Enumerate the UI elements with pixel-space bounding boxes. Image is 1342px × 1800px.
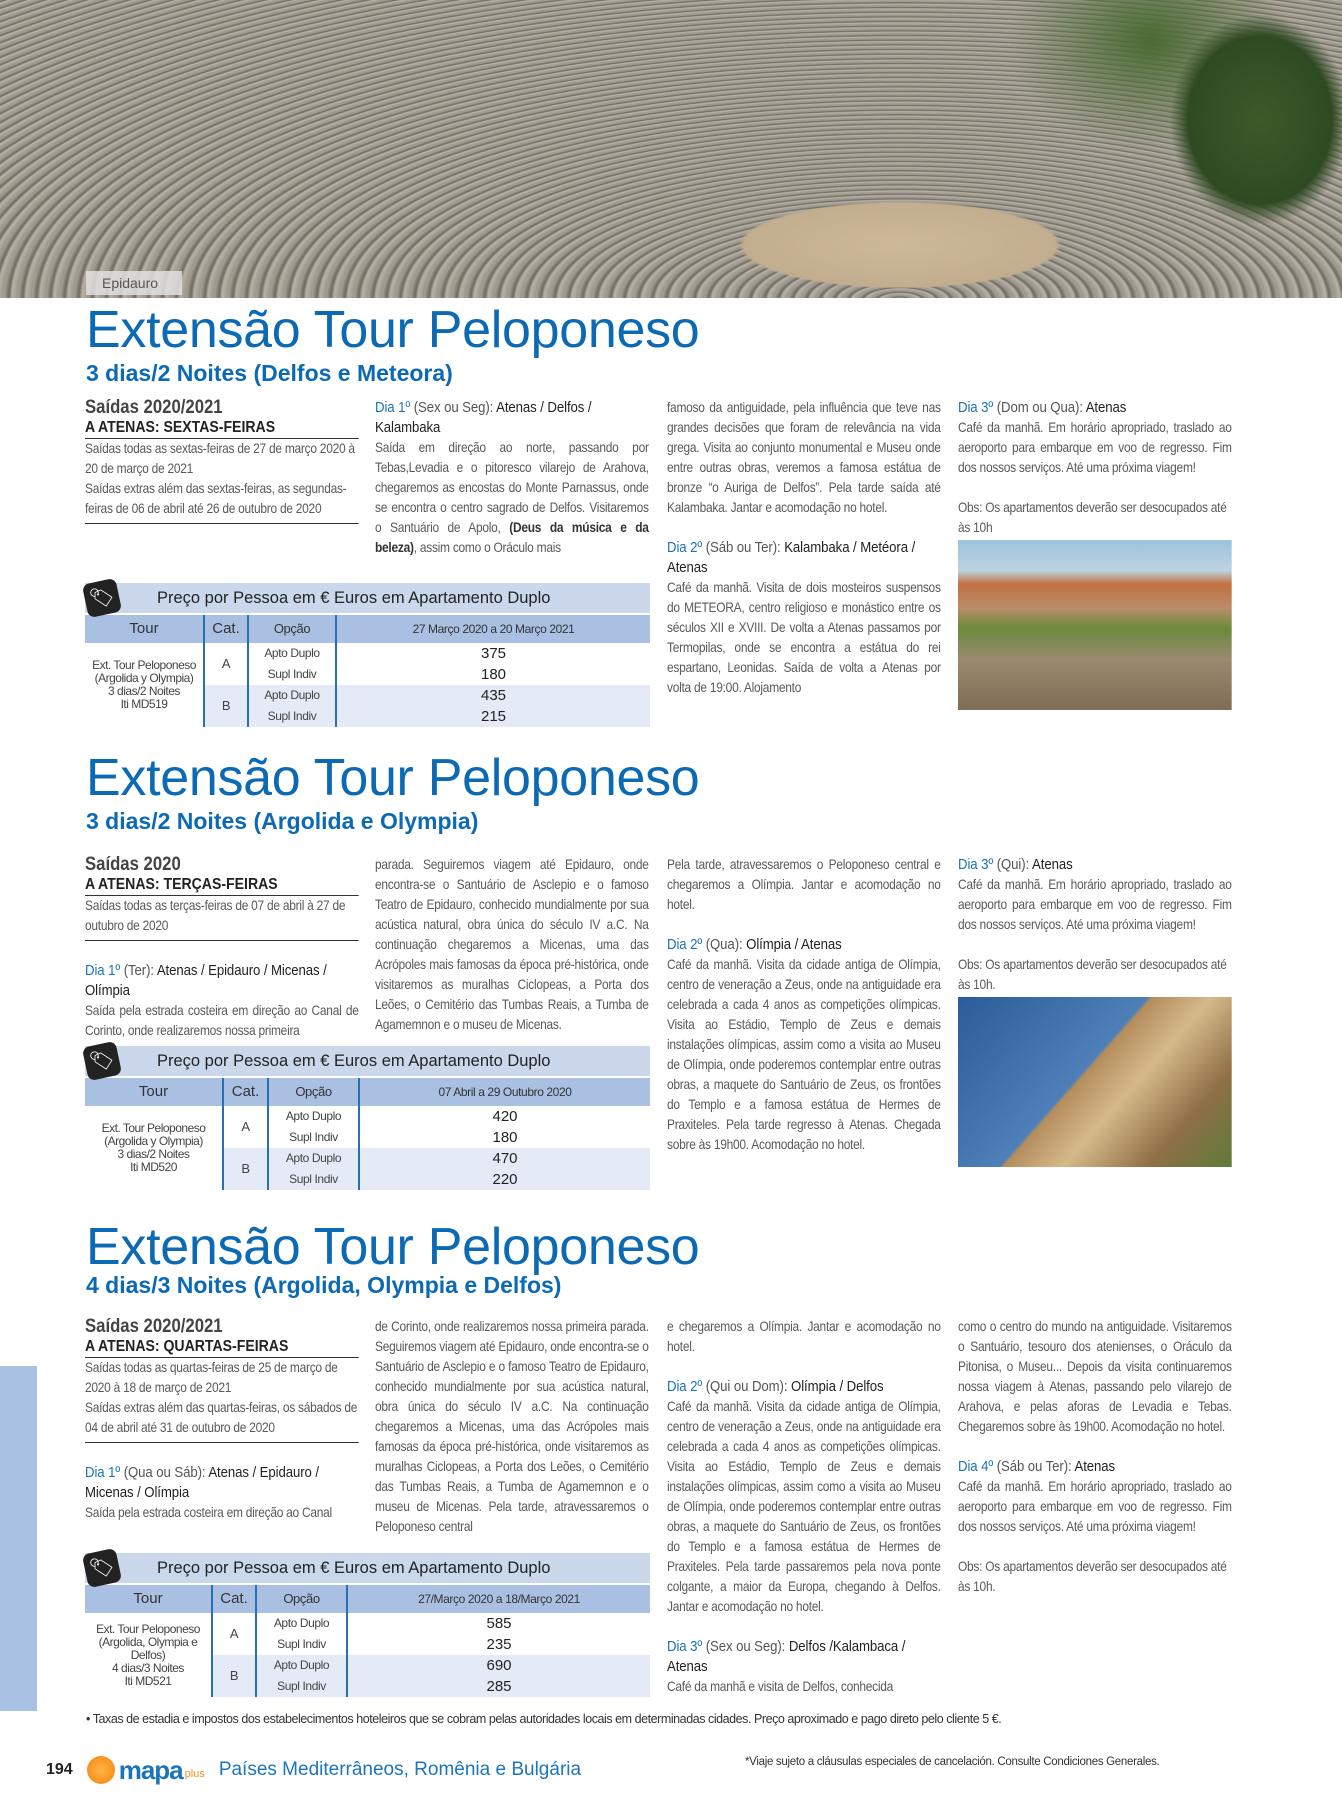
- table-header-row: [85, 615, 650, 643]
- day-text: Café da manhã. Visita de dois mosteiros suspensos do METEORA, centro religioso e monástico entre os séculos XII e XVIII. De volta a Atenas passamos por Termopilas, onde se encontra a estátua do rei espartano, Leonidas. Saída de volta a Atenas por volta de 19:00. Alojamento: [667, 580, 941, 695]
- checkout-note: Obs: Os apartamentos deverão ser desocupados até às 10h.: [958, 1559, 1227, 1594]
- departure-line: Saídas extras além das quartas-feiras, os sábados de 04 de abril até 31 de outubro de 2020: [85, 1400, 358, 1435]
- departure-line: Saídas extras além das sextas-feiras, as segundas-feiras de 06 de abril até 26 de outubro de 2020: [85, 481, 347, 516]
- tour-title: Extensão Tour Peloponeso: [86, 1218, 700, 1276]
- departure-line: Saídas todas as sextas-feiras de 27 de março 2020 à 20 de março de 2021: [85, 441, 355, 476]
- day-text: , assim como o Oráculo mais: [413, 540, 561, 555]
- option-cell: Apto Duplo: [285, 1109, 342, 1123]
- option-cell: Apto Duplo: [249, 685, 335, 706]
- text-column: [85, 398, 359, 524]
- table-body: [85, 643, 650, 727]
- option-cell: Supl Indiv: [249, 706, 335, 727]
- text-column: [375, 398, 649, 558]
- day-weekdays: (Sáb ou Ter):: [993, 1458, 1075, 1475]
- day-text: Café da manhã. Visita da cidade antiga de Olímpia, centro de veneração a Zeus, onde na antiguidade era celebrada a cada 4 anos as competições olímpicas. Visita ao Estádio, Templo de Zeus e demais instalações olímpicas, assim como a visita ao Museu de Olímpia, onde poderemos contemplar entre outras obras, a maquete do Santuário de Zeus, os frontões do Templo e a famosa estátua de Hermes de Praxiteles. Pela tarde passaremos pela nova ponte colgante, a maior da Europa, chegando à Delfos. Jantar e acomodação no hotel.: [667, 1399, 941, 1614]
- day-description: [375, 438, 649, 558]
- table-body: [85, 1106, 650, 1190]
- table-header-row: [85, 1585, 650, 1613]
- day-description: [667, 1397, 941, 1617]
- spacer: [85, 1443, 359, 1463]
- day-weekdays: (Qui):: [993, 856, 1033, 873]
- day-weekdays: (Qui ou Dom):: [702, 1378, 792, 1395]
- day-route: Delfos /Kalambaca / Atenas: [667, 1638, 906, 1675]
- day-heading: [667, 1637, 941, 1677]
- price-table-title-text: Preço por Pessoa em € Euros em Apartamento Duplo: [157, 589, 551, 607]
- day-label: Dia 1º: [375, 399, 411, 416]
- day-route: Olímpia / Delfos: [791, 1378, 884, 1395]
- category-cell: B: [213, 1655, 255, 1697]
- price-column: [348, 1613, 650, 1697]
- day-heading: [958, 1457, 1232, 1477]
- tour-line: Iti MD521: [124, 1673, 172, 1688]
- category-cell: B: [205, 685, 247, 727]
- day-description: [667, 1677, 941, 1697]
- day-label: Dia 2º: [667, 936, 703, 953]
- paragraph: famoso da antiguidade, pela influência que teve nas grandes decisões que foram de relevância na vida grega. Visita ao conjunto monumental e Museu onde entre outras obras, veremos a famosa estátua de bronze “o Auriga de Delfos”. Pela tarde saída até Kalambaka. Jantar e acomodação no hotel.: [667, 400, 941, 515]
- option-column: [249, 643, 337, 727]
- day-heading: [85, 1463, 359, 1503]
- catalog-section: Países Mediterrâneos, Romênia e Bulgária: [218, 1759, 582, 1780]
- option-cell: Supl Indiv: [257, 1676, 346, 1697]
- day-label: Dia 1º: [85, 962, 121, 979]
- tour-line: Iti MD519: [120, 697, 168, 711]
- logo-text: mapa: [118, 1754, 183, 1785]
- tour-name-cell: [85, 1613, 211, 1697]
- category-column: [205, 643, 249, 727]
- day-heading: [667, 538, 941, 578]
- text-column: [375, 855, 649, 1035]
- tour-line: 3 dias/2 Noites: [108, 684, 180, 698]
- price-cell: 470: [360, 1148, 650, 1169]
- price-column: [360, 1106, 650, 1190]
- column-header: 27 Março 2020 a 20 Março 2021: [412, 622, 575, 636]
- day-heading: [667, 935, 941, 955]
- departure-line: Saídas todas as quartas-feiras de 25 de março de 2020 à 18 de março de 2021: [85, 1360, 338, 1395]
- price-table-title-text: Preço por Pessoa em € Euros em Apartamento Duplo: [157, 1559, 551, 1577]
- page-footer: [46, 1755, 581, 1785]
- day-label: Dia 3º: [958, 399, 994, 416]
- day-weekdays: (Sáb ou Ter):: [702, 539, 785, 556]
- day-heading: [85, 961, 359, 1001]
- checkout-note: Obs: Os apartamentos deverão ser desocupados até às 10h: [958, 500, 1227, 535]
- text-column: [85, 855, 359, 1041]
- day-route: Atenas: [1074, 1458, 1116, 1475]
- hero-photo-epidaurus-theatre: [0, 0, 1342, 298]
- price-cell: 690: [348, 1655, 650, 1676]
- day-description: [667, 955, 941, 1155]
- day-text: Café da manhã. Em horário apropriado, traslado ao aeroporto para embarque em voo de regresso. Fim dos nossos serviços. Até uma próxima viagem!: [958, 877, 1232, 932]
- day-heading: [958, 855, 1232, 875]
- day-heading: [667, 1377, 941, 1397]
- text-column: [667, 398, 941, 698]
- column-header: Opção: [249, 615, 337, 643]
- price-tag-icon: 🏷: [82, 1041, 122, 1081]
- day-text: Café da manhã. Visita da cidade antiga de Olímpia, centro de veneração a Zeus, onde na antiguidade era celebrada a cada 4 anos as competições olímpicas. Visita ao Estádio, Templo de Zeus e demais instalações olímpicas, assim como a visita ao Museu de Olímpia, onde poderemos contemplar entre outras obras, a maquete do Santuário de Zeus, os frontões do Templo e a famosa estátua de Hermes de Praxiteles. Pela tarde regresso à Atenas. Chegada sobre às 19h00. Acomodação no hotel.: [667, 957, 941, 1152]
- text-column: [958, 1317, 1232, 1597]
- option-column: [269, 1106, 360, 1190]
- day-text: Café da manhã e visita de Delfos, conhecida: [667, 1679, 894, 1694]
- price-cell: 285: [348, 1676, 650, 1697]
- price-cell: 215: [337, 706, 650, 727]
- departures-dates: [85, 1358, 359, 1443]
- spacer: [667, 1357, 941, 1377]
- day-label: Dia 3º: [667, 1638, 703, 1655]
- day-route: Atenas: [1032, 856, 1073, 873]
- day-weekdays: (Ter):: [120, 962, 157, 979]
- price-cell: 435: [337, 685, 650, 706]
- price-cell: 180: [492, 1129, 518, 1146]
- departure-line: Saídas todas as terças-feiras de 07 de abril à 27 de outubro de 2020: [85, 898, 346, 933]
- price-cell: 220: [360, 1169, 650, 1190]
- tour-subtitle: 3 dias/2 Noites (Delfos e Meteora): [86, 360, 453, 386]
- checkout-note: Obs: Os apartamentos deverão ser desocupados até às 10h.: [958, 957, 1227, 992]
- option-cell: Supl Indiv: [267, 667, 317, 681]
- departures-subtitle: A ATENAS: QUARTAS-FEIRAS: [85, 1337, 359, 1358]
- day-weekdays: (Qua):: [702, 936, 747, 953]
- column-header: Tour: [85, 615, 205, 643]
- price-table: [85, 1553, 650, 1697]
- tour-subtitle: 4 dias/3 Noites (Argolida, Olympia e Delfos): [86, 1272, 562, 1298]
- price-table-title: [85, 583, 650, 613]
- price-cell: 585: [486, 1615, 512, 1632]
- category-cell: A: [221, 656, 231, 671]
- tour-line: Ext. Tour Peloponeso: [101, 1121, 206, 1135]
- footnote: • Taxas de estadia e impostos dos estabelecimentos hoteleiros que se cobram pelas autoridades locais em determinadas cidades. Preço aproximado e pago direto pelo cliente 5 €.: [86, 1712, 1002, 1726]
- column-header: Opção: [269, 1078, 360, 1106]
- departures-subtitle: A ATENAS: SEXTAS-FEIRAS: [85, 418, 359, 439]
- departures-title: Saídas 2020/2021: [85, 1316, 223, 1337]
- paragraph: de Corinto, onde realizaremos nossa primeira parada. Seguiremos viagem até Epidauro, onde encontra-se o Santuário de Asclepio e o famoso Teatro de Epidauro, conhecido mundialmente por sua acústica natural, obra única do século IV a.C. Na continuação chegaremos a Micenas, uma das Acrópoles mais famosas da época pré-histórica, onde visitaremos as muralhas Ciclopeas, a Porta dos Leões, o Cemitério das Tumbas Reais, a Tumba de Agamemnon e o museu de Micenas. Pela tarde, atravessaremos o Peloponeso central: [375, 1319, 649, 1534]
- option-cell: Apto Duplo: [273, 1616, 330, 1630]
- price-table: [85, 1046, 650, 1190]
- column-header: Cat.: [213, 1585, 257, 1613]
- price-table-title: [85, 1553, 650, 1583]
- column-header: Opção: [257, 1585, 348, 1613]
- text-column: [958, 855, 1232, 1167]
- text-column: [667, 855, 941, 1155]
- spacer: [958, 478, 1232, 498]
- tour-title: Extensão Tour Peloponeso: [86, 749, 700, 807]
- table-body: [85, 1613, 650, 1697]
- day-label: Dia 1º: [85, 1464, 121, 1481]
- tour-line: 3 dias/2 Noites: [117, 1147, 190, 1161]
- disclaimer: *Viaje sujeto a cláusulas especiales de cancelación. Consulte Condiciones Generales.: [745, 1756, 1160, 1768]
- spacer: [667, 518, 941, 538]
- day-text: Saída pela estrada costeira em direção ao Canal: [85, 1505, 332, 1520]
- day-description: [958, 1477, 1232, 1537]
- day-description: [85, 1001, 359, 1041]
- option-column: [257, 1613, 348, 1697]
- category-column: [224, 1106, 269, 1190]
- tour-subtitle: 3 dias/2 Noites (Argolida e Olympia): [86, 808, 479, 834]
- day-label: Dia 2º: [667, 1378, 703, 1395]
- column-header: Cat.: [205, 615, 249, 643]
- option-cell: Apto Duplo: [269, 1148, 358, 1169]
- spacer: [958, 1437, 1232, 1457]
- day-description: [667, 578, 941, 698]
- departures-title: Saídas 2020/2021: [85, 397, 223, 418]
- day-label: Dia 2º: [667, 539, 703, 556]
- text-column: [667, 1317, 941, 1697]
- side-tab: [0, 1366, 37, 1711]
- departures-title: Saídas 2020: [85, 854, 181, 875]
- tour-line: (Argolida y Olympia): [104, 1134, 203, 1148]
- day-weekdays: (Sex ou Seg):: [702, 1638, 789, 1655]
- column-header: 07 Abril a 29 Outubro 2020: [438, 1085, 572, 1099]
- tour-line: (Argolida, Olympia e Delfos): [98, 1634, 198, 1662]
- day-label: Dia 4º: [958, 1458, 994, 1475]
- price-table-title-text: Preço por Pessoa em € Euros em Apartamento Duplo: [157, 1052, 551, 1070]
- spacer: [958, 935, 1232, 955]
- tour-column: [85, 643, 205, 727]
- spacer: [667, 915, 941, 935]
- option-cell: Apto Duplo: [264, 646, 320, 660]
- day-weekdays: (Sex ou Seg):: [410, 399, 497, 416]
- category-cell: A: [229, 1626, 239, 1641]
- spacer: [85, 941, 359, 961]
- option-cell: Supl Indiv: [289, 1130, 338, 1144]
- day-description: [958, 875, 1232, 935]
- day-heading: [958, 398, 1232, 418]
- tour-line: (Argolida y Olympia): [94, 671, 194, 685]
- option-cell: Supl Indiv: [277, 1637, 326, 1651]
- day-route: Olímpia / Atenas: [746, 936, 842, 953]
- table-header-row: [85, 1078, 650, 1106]
- day-text: Café da manhã. Em horário apropriado, traslado ao aeroporto para embarque em voo de regresso. Fim dos nossos serviços. Até uma próxima viagem!: [958, 1479, 1232, 1534]
- tour-line: Iti MD520: [130, 1160, 177, 1174]
- option-cell: Apto Duplo: [257, 1655, 346, 1676]
- column-header: Tour: [85, 1585, 213, 1613]
- text-column: [958, 398, 1232, 710]
- category-cell: A: [241, 1119, 250, 1134]
- paragraph: parada. Seguiremos viagem até Epidauro, onde encontra-se o Santuário de Asclepio e o famoso Teatro de Epidauro, conhecido mundialmente por sua acústica natural, obra única do século IV a.C. Na continuação chegaremos a Micenas, uma das Acrópoles mais famosas da época pré-histórica, onde visitaremos as muralhas Ciclopeas, a Porta dos Leões, o Cemitério das Tumbas Reais, a Tumba de Agamemnon e o museu de Micenas.: [375, 857, 649, 1032]
- day-weekdays: (Qua ou Sáb):: [120, 1464, 209, 1481]
- tour-line: 4 dias/3 Noites: [112, 1660, 184, 1675]
- meteora-monastery-photo: [958, 540, 1232, 710]
- price-cell: 180: [480, 666, 507, 683]
- day-text: Saída pela estrada costeira em direção ao Canal de Corinto, onde realizaremos nossa primeira: [85, 1003, 359, 1038]
- logo-plus: plus: [184, 1768, 205, 1780]
- departures-subtitle: A ATENAS: TERÇAS-FEIRAS: [85, 875, 359, 896]
- text-column: [85, 1317, 359, 1523]
- photo-caption: Epidauro: [86, 271, 182, 295]
- column-header: Tour: [85, 1078, 224, 1106]
- tour-line: Ext. Tour Peloponeso: [92, 658, 196, 672]
- day-route: Atenas / Delfos / Kalambaka: [375, 399, 592, 436]
- paragraph: Pela tarde, atravessaremos o Peloponeso central e chegaremos a Olímpia. Jantar e acomodação no hotel.: [667, 857, 941, 912]
- logo-icon: [87, 1756, 115, 1784]
- tour-column: [85, 1106, 224, 1190]
- tour-column: [85, 1613, 213, 1697]
- day-text: Café da manhã. Em horário apropriado, traslado ao aeroporto para embarque em voo de regresso. Fim dos nossos serviços. Até uma próxima viagem!: [958, 420, 1232, 475]
- column-header: 27/Março 2020 a 18/Março 2021: [418, 1592, 580, 1606]
- column-header: Cat.: [224, 1078, 269, 1106]
- page-number: 194: [46, 1761, 73, 1778]
- day-description: [958, 418, 1232, 478]
- day-description: [85, 1503, 359, 1523]
- day-text: Saída em direção ao norte, passando por Tebas,Levadia e o pitoresco vilarejo de Arahova, chegaremos as encostas do Monte Parnassus, onde se encontra o centro sagrado de Delfos. Visitaremos o Santuário de Apolo,: [375, 440, 649, 535]
- price-tag-icon: 🏷: [82, 1548, 122, 1588]
- spacer: [667, 1617, 941, 1637]
- departures-dates: [85, 896, 359, 941]
- price-cell: 420: [492, 1108, 518, 1125]
- day-route: Atenas: [1085, 399, 1127, 416]
- tour-title: Extensão Tour Peloponeso: [86, 301, 700, 359]
- category-cell: B: [224, 1148, 267, 1190]
- price-cell: 375: [480, 645, 507, 662]
- price-table-title: [85, 1046, 650, 1076]
- day-text-bold: (Deus da música e da beleza): [375, 520, 649, 555]
- price-table: [85, 583, 650, 727]
- day-label: Dia 3º: [958, 856, 994, 873]
- day-route: Atenas / Epidauro / Micenas / Olímpia: [85, 1464, 319, 1501]
- day-heading: [375, 398, 649, 438]
- tour-name-cell: [85, 1106, 222, 1190]
- paragraph: como o centro do mundo na antiguidade. Visitaremos o Santuário, tesouro dos atenienses, o Oráculo da Pitonisa, o Museu... Depois da visita continuaremos nossa viagem à Atenas, passando pelo vilarejo de Arahova, e pelas aforas de Levadia e Tebas. Chegaremos sobre às 19h00. Acomodação no hotel.: [958, 1319, 1232, 1434]
- paragraph: e chegaremos a Olímpia. Jantar e acomodação no hotel.: [667, 1319, 941, 1354]
- text-column: [375, 1317, 649, 1537]
- day-weekdays: (Dom ou Qua):: [993, 399, 1086, 416]
- tour-line: Ext. Tour Peloponeso: [96, 1621, 200, 1636]
- option-cell: Supl Indiv: [269, 1169, 358, 1190]
- price-tag-icon: 🏷: [82, 578, 122, 618]
- departures-dates: [85, 439, 359, 524]
- price-column: [337, 643, 650, 727]
- tour-name-cell: [85, 643, 203, 727]
- day-route: Atenas / Epidauro / Micenas / Olímpia: [85, 962, 327, 999]
- temple-of-zeus-photo: [958, 997, 1232, 1167]
- category-column: [213, 1613, 257, 1697]
- spacer: [958, 1537, 1232, 1557]
- price-cell: 235: [486, 1636, 512, 1653]
- day-route: Kalambaka / Metéora / Atenas: [667, 539, 916, 576]
